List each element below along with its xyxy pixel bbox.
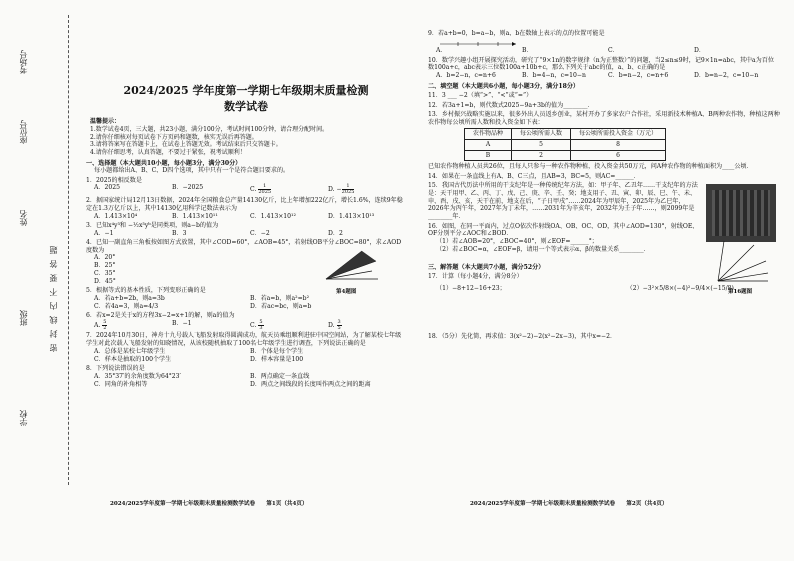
option: D．两点之间线段的长度叫作两点之间的距离 <box>250 380 371 388</box>
option: C. $\frac{1}{2025}$ <box>250 183 272 196</box>
options-row <box>436 47 780 55</box>
table-row <box>465 150 666 161</box>
question-7: 7．2024年10月30日，神舟十九号载人飞船发射取得圆满成功，航天员乘组顺利进驻中国空间站，为了解某校七年级学生对此次载人飞船发射的知晓情况，从该校随机抽取了100名七年级学生进行调查，下列说法正确的是 <box>86 332 402 348</box>
option: C．1.413×10¹² <box>250 212 296 220</box>
options-row <box>94 184 406 195</box>
fraction <box>337 320 342 331</box>
binding-name: 姓名 <box>19 210 28 226</box>
options-grid <box>94 348 406 364</box>
option: D．1.413×10¹³ <box>328 212 375 220</box>
options-row <box>94 230 406 238</box>
option: A．1.413×10⁴ <box>94 212 138 220</box>
tip-line: 3.请将答案写在答题卡上，在试卷上答题无效。考试结束后只交答题卡。 <box>90 141 282 149</box>
numerator: 1 <box>342 184 355 190</box>
question-9: 9．若a+b=0，b=a−b，则a、b在数轴上表示的点的位置可能是 <box>428 29 605 37</box>
option: A． <box>436 47 447 55</box>
question-9-block <box>428 30 780 56</box>
tip-line: 1.数学试卷4页，三大题，共23小题，满分100分，考试时间100分钟，请合理分配时间。 <box>90 125 329 133</box>
calc-expression: （1）−8+12−16+23； <box>436 284 506 292</box>
option: C．b=n−2，c=n+6 <box>608 72 669 80</box>
option: C．同角的补角相等 <box>94 380 148 388</box>
option: A．−1 <box>94 229 114 237</box>
binding-school: 学校 <box>19 410 28 426</box>
fraction <box>102 320 107 331</box>
question-17: 17．计算（每小题4分，满分8分） <box>428 273 523 281</box>
option: B．1.413×10¹¹ <box>172 212 218 220</box>
table-header: 每公顷所需投入资金（万元） <box>571 129 666 140</box>
question-14: 14．如果在一条直线上有A、B、C三点，且AB=3，BC=5，则AC=______． <box>428 172 640 180</box>
tip-line: 4.请你仔细思考，认真答题，不要过于紧张，祝考试顺利！ <box>90 148 246 156</box>
denominator: 2 <box>103 324 107 331</box>
table-row <box>465 140 666 151</box>
fraction <box>342 184 355 195</box>
question-15: 15．我国古代历法中所用的干支纪年是一种传统纪年方法，如：甲子年、乙丑年……干支纪年的方法是：天干用甲、乙、丙、丁、戊、己、庚、辛、壬、癸；地支用子、丑、寅、卯、辰、巳、午、未、申、酉、戌、亥，天干在前，地支在后，“子日甲戌”……2024年为甲辰年，2025年为乙巳年，2026年为丙午年，2027年为丁未年，……2031年为辛亥年，2032年为壬子年……，则2099年是________年． <box>428 182 698 221</box>
question-13: 13．乡村振兴战略实施以来，很多外出人员返乡创业，某村开办了多家农户合作社，采用新技术种植A、B两种农作物，种植这两种农作物每公顷所需人数和投入资金如下表： <box>428 110 780 126</box>
option: B．−2025 <box>172 184 204 192</box>
table-header: 农作物品种 <box>465 129 512 140</box>
question-4: 4．已知一副直角三角板按如图方式放置，其中∠COD=60°，∠AOB=45°，若射线OB平分∠BOC=80°，求∠AOD度数为 <box>86 238 402 254</box>
calc-expression: （2）−3²×5/8×(−4)²−9/4×(−15/8)． <box>626 284 740 292</box>
section-heading: 二、填空题（本大题共6小题，每小题3分，满分18分） <box>428 82 580 90</box>
table-cell: 2 <box>512 150 571 161</box>
options-row <box>94 213 406 221</box>
fraction <box>258 320 263 331</box>
fraction <box>258 184 271 195</box>
table-cell: 6 <box>571 150 666 161</box>
option: D．45° <box>94 277 116 285</box>
option: B． <box>522 47 533 55</box>
question-8: 8．下列说法错误的是 <box>86 365 145 373</box>
section-note: 每小题都给出A、B、C、D四个选项，其中只有一个是符合题目要求的。 <box>94 167 290 175</box>
question-15-block <box>428 182 780 221</box>
right-page <box>428 28 780 340</box>
numerator: 5 <box>103 318 107 325</box>
question-10: 10．数学兴趣小组开展探究活动，研究了“9×1n的数字规律（n为正整数）”的问题，当2≤n≤9时，记9×1n=abc，其中a为百位数100a+c，abc表示三位数100a+10b+c，那么下列关于abc的值，a、b、c正确的是 <box>428 56 774 72</box>
numerator: 3 <box>337 318 341 325</box>
option: D. − $\frac{1}{2025}$ <box>328 183 355 196</box>
binding-warning: 密封线内不要答题 <box>49 240 58 352</box>
question-5: 5．根据等式的基本性质，下列变形正确的是 <box>86 287 206 295</box>
option: B．两点确定一条直线 <box>250 372 310 380</box>
option: B．b=4−n，c=10−n <box>522 72 586 80</box>
question-3: 3．已知x⁴y³和 −½x³yᵇ是同类项，则a−b的值为 <box>86 221 219 229</box>
denominator: 5 <box>337 324 341 331</box>
question-1: 1．2025的相反数是 <box>86 176 142 184</box>
option: C．若4a=3，则a=4/3 <box>94 302 159 310</box>
binding-line <box>68 15 69 485</box>
tips-box <box>90 118 406 156</box>
numerator: 1 <box>258 184 271 190</box>
binding-class: 班级 <box>19 310 28 326</box>
option: A．若a+b=2b，则a=3b <box>94 294 165 302</box>
option: B．若a=b，则a²=b² <box>250 294 310 302</box>
exam-title: 2024/2025 学年度第一学期七年级期末质量检测 <box>123 84 369 97</box>
option: D．b=n−2，c=10−n <box>694 72 759 80</box>
option: B．−1 <box>172 319 192 327</box>
left-page <box>86 28 406 388</box>
denominator: 2025 <box>341 189 355 196</box>
table-header: 每公顷所需人数 <box>512 129 571 140</box>
option: A．20° <box>94 254 116 262</box>
option: A. $\frac{5}{2}$ <box>94 318 107 331</box>
table-cell: A <box>465 140 512 151</box>
option: C．样本是抽取的100个学生 <box>94 355 172 363</box>
tips-heading: 温馨提示： <box>90 118 121 126</box>
question-12: 12．若3a+1=b，则代数式2025−9a+3b的值为________． <box>428 101 594 109</box>
exam-subtitle: 数学试卷 <box>224 100 268 114</box>
number-line <box>438 38 518 48</box>
figure-caption: 第4题图 <box>336 288 357 295</box>
binding-seat: 座位号 <box>19 120 28 144</box>
sub-question: （1）若∠AOB=20°，∠BOC=40°，则∠EOF=______°； <box>436 238 598 246</box>
question-16: 16．如图，在同一平面内，过点O依次作射线OA、OB、OC、OD，其中∠AOD=130°，射线OE、OF分别平分∠AOC和∠BOD． <box>428 222 699 238</box>
option: B．25° <box>94 262 116 270</box>
question-13-cont: 已知农作物种植人员共26位，且每人只参与一种农作物种植，投入资金共50万元，问A种农作物的种植面积为____公顷． <box>428 163 753 171</box>
option: C．−2 <box>250 229 270 237</box>
figure-caption: 第16题图 <box>728 288 753 295</box>
sub-question: （2）若∠BOC=α，∠EOF=β，请用一个等式表示α、β的数量关系________． <box>436 245 650 253</box>
option: D．样本容量是100 <box>250 355 304 363</box>
option: D． <box>694 47 705 55</box>
option: A．2025 <box>94 184 121 192</box>
option: B．个体是每个学生 <box>250 347 304 355</box>
tip-line: 2.请你仔细核对每页试卷下方页码和题数，核实无误后再答题。 <box>90 133 258 141</box>
question-18: 18．（5分）先化简，再求值：3(x²−2)−2(x²−2x−3)，其中x=−2． <box>428 332 617 340</box>
section-heading: 三、解答题（本大题共7小题，满分52分） <box>428 263 545 271</box>
question-6: 6．若x=2是关于x的方程3x−2=x+1的解，则a的值为 <box>86 312 235 320</box>
question-2: 2．据国家统计局12月13日数据，2024年全国粮食总产量14130亿斤，比上年增加222亿斤，增长1.6%，连续9年稳定在1.3万亿斤以上，其中14130亿用科学记数法表示为 <box>86 196 403 212</box>
table-cell: 8 <box>571 140 666 151</box>
table-cell: 5 <box>512 140 571 151</box>
question-11: 11．3 ___ −2（填“>”、“<”或“=”） <box>428 92 533 100</box>
options-grid <box>94 373 406 389</box>
table-cell: B <box>465 150 512 161</box>
denominator: 2025 <box>258 189 272 196</box>
options-grid <box>94 295 406 311</box>
options-row <box>436 72 780 80</box>
option: C．35° <box>94 270 116 278</box>
binding-exam-no: 考场号 <box>19 50 28 74</box>
data-table <box>464 128 666 161</box>
option: C. $\frac{5}{3}$ <box>250 318 263 331</box>
footer-right: 2024/2025学年度第一学期七年级期末质量检测数学试卷 第2页（共4页） <box>470 501 668 507</box>
numerator: 5 <box>259 318 263 325</box>
option: D. $\frac{3}{5}$ <box>328 318 341 331</box>
option: A．总体是某校七年级学生 <box>94 347 166 355</box>
angle-figure-16 <box>710 237 772 287</box>
option: C． <box>608 47 619 55</box>
section-heading: 一、选择题（本大题共10小题，每小题3分，满分30分） <box>86 159 242 167</box>
footer-left: 2024/2025学年度第一学期七年级期末质量检测数学试卷 第1页（共4页） <box>110 501 308 507</box>
option: A．35°37′的余角度数为64°23′ <box>94 372 181 380</box>
denominator: 3 <box>259 324 263 331</box>
option: B．3 <box>172 229 187 237</box>
angle-figure-4 <box>322 247 382 287</box>
option: D．若ac=bc，则a=b <box>250 302 312 310</box>
options-row <box>94 320 406 331</box>
option: A．b=2−n，c=n+6 <box>436 72 496 80</box>
option: D．2 <box>328 229 343 237</box>
